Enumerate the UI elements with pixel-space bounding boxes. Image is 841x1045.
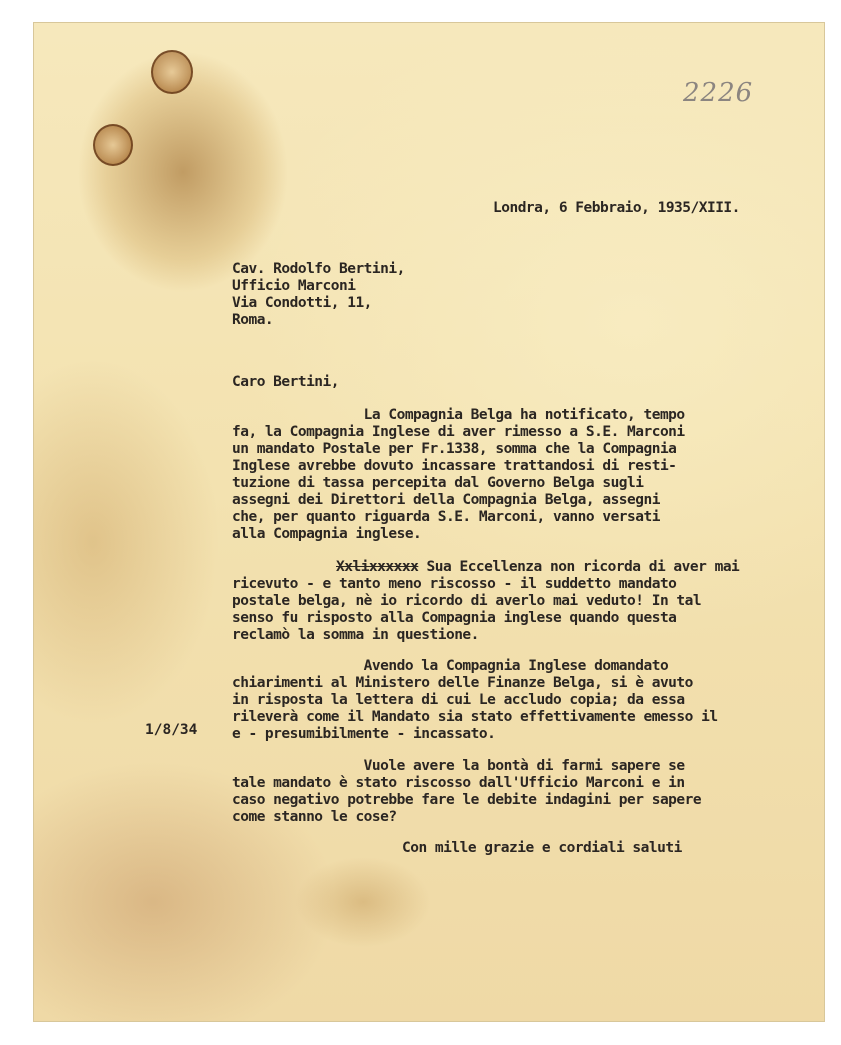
paragraph-line: fa, la Compagnia Inglese di aver rimesso a S.E. Marconi [232, 424, 685, 440]
paragraph-line: un mandato Postale per Fr.1338, somma che la Compagnia [232, 441, 677, 457]
closing: Con mille grazie e cordiali saluti [402, 840, 682, 856]
paragraph-line: postale belga, nè io ricordo di averlo mai veduto! In tal [232, 593, 702, 609]
recipient-line: Ufficio Marconi [232, 278, 356, 294]
paragraph-line-text: Sua Eccellenza non ricorda di aver mai [418, 559, 740, 575]
paragraph-line: come stanno le cose? [232, 809, 397, 825]
burn-mark [93, 124, 133, 166]
letter-page [33, 22, 825, 1022]
margin-note: 1/8/34 [145, 722, 198, 738]
paragraph-line: che, per quanto riguarda S.E. Marconi, vanno versati [232, 509, 660, 525]
paragraph-line: Avendo la Compagnia Inglese domandato [232, 658, 669, 674]
paragraph-line: assegni dei Direttori della Compagnia Belga, assegni [232, 492, 660, 508]
archive-number: 2226 [683, 78, 754, 108]
paragraph-line [232, 559, 739, 576]
paragraph-line: rileverà come il Mandato sia stato effettivamente emesso il [232, 709, 718, 725]
struck-text: Xxlixxxxxx [336, 559, 419, 575]
paragraph-line: tale mandato è stato riscosso dall'Ufficio Marconi e in [232, 775, 685, 791]
paragraph-line: reclamò la somma in questione. [232, 627, 479, 643]
paragraph-line: in risposta la lettera di cui Le accludo copia; da essa [232, 692, 685, 708]
paragraph-line: tuzione di tassa percepita dal Governo Belga sugli [232, 475, 644, 491]
recipient-line: Cav. Rodolfo Bertini, [232, 261, 405, 277]
paragraph-line: e - presumibilmente - incassato. [232, 726, 496, 742]
recipient-line: Via Condotti, 11, [232, 295, 372, 311]
paragraph-line: alla Compagnia inglese. [232, 526, 422, 542]
paragraph-line: caso negativo potrebbe fare le debite indagini per sapere [232, 792, 702, 808]
paragraph-line: senso fu risposto alla Compagnia inglese quando questa [232, 610, 677, 626]
paragraph-line: La Compagnia Belga ha notificato, tempo [232, 407, 685, 423]
paragraph-line: Vuole avere la bontà di farmi sapere se [232, 758, 685, 774]
salutation: Caro Bertini, [232, 374, 339, 390]
burn-mark [151, 50, 193, 94]
paragraph-line: Inglese avrebbe dovuto incassare trattandosi di resti- [232, 458, 677, 474]
place-date: Londra, 6 Febbraio, 1935/XIII. [493, 200, 740, 216]
paragraph-line: ricevuto - e tanto meno riscosso - il suddetto mandato [232, 576, 677, 592]
recipient-line: Roma. [232, 312, 274, 328]
paragraph-line: chiarimenti al Ministero delle Finanze Belga, si è avuto [232, 675, 693, 691]
